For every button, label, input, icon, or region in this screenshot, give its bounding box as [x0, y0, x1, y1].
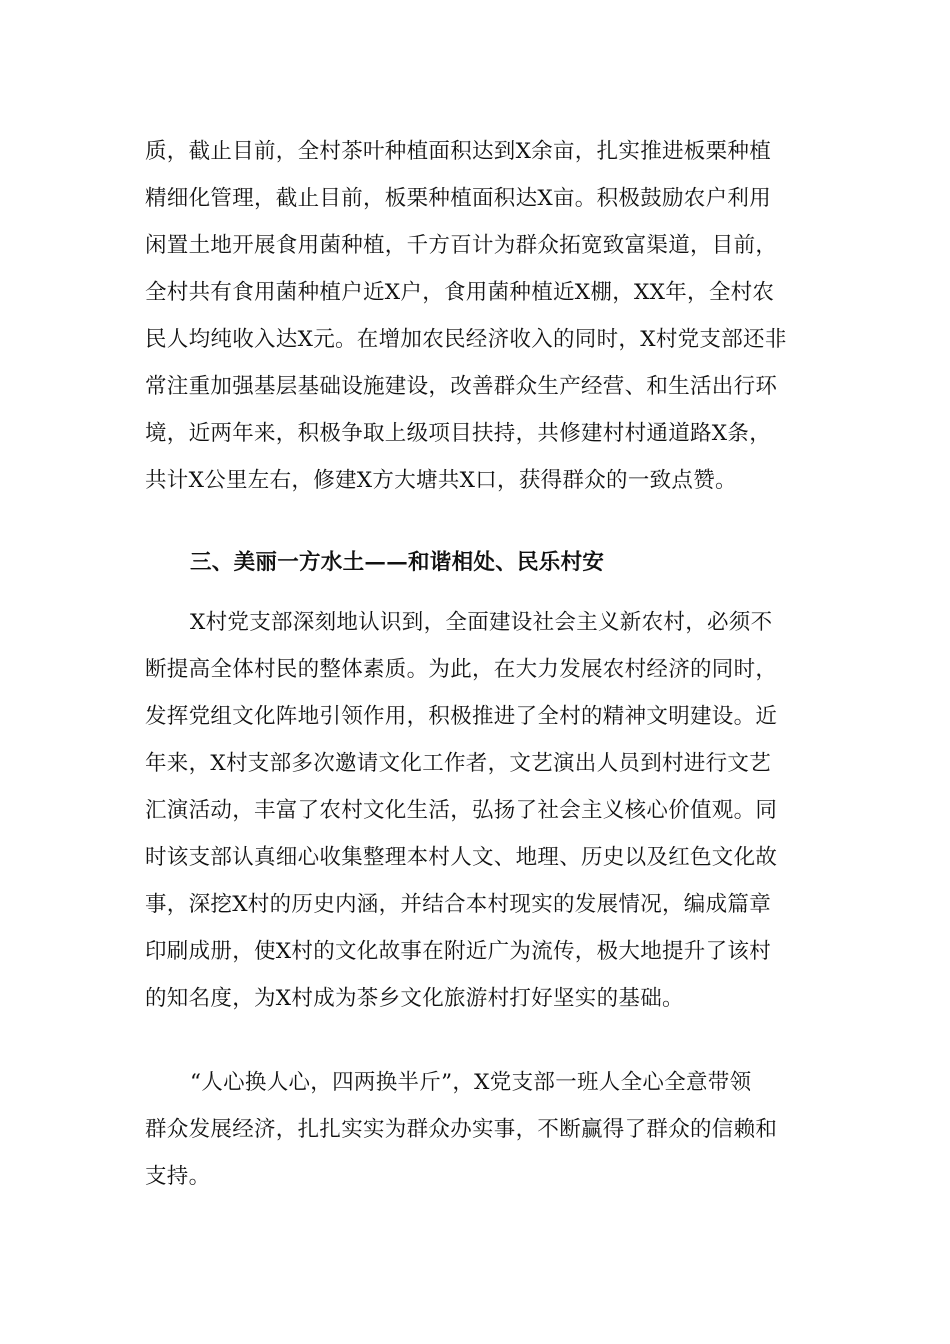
text-line: 闲置土地开展食用菌种植，千方百计为群众拓宽致富渠道，目前， — [145, 233, 778, 258]
text-line: 全村共有食用菌种植户近X户，食用菌种植近X棚，XX年，全村农 — [145, 280, 775, 305]
paragraph-culture — [145, 599, 815, 1022]
text-line: 支持。 — [145, 1164, 211, 1189]
text-line: 断提高全体村民的整体素质。为此，在大力发展农村经济的同时， — [145, 657, 778, 682]
text-line: 年来，X村支部多次邀请文化工作者，文艺演出人员到村进行文艺 — [145, 751, 772, 776]
text-line: 境，近两年来，积极争取上级项目扶持，共修建村村通道路X条， — [145, 421, 772, 446]
text-line: 常注重加强基层基础设施建设，改善群众生产经营、和生活出行环 — [145, 374, 778, 399]
text-line: 印刷成册，使X村的文化故事在附近广为流传，极大地提升了该村 — [145, 939, 772, 964]
text-line: 民人均纯收入达X元。在增加农民经济收入的同时，X村党支部还非 — [145, 327, 787, 352]
text-line: 群众发展经济，扎扎实实为群众办实事，不断赢得了群众的信赖和 — [145, 1117, 778, 1142]
paragraph-trust — [145, 1059, 815, 1200]
text-line: 时该支部认真细心收集整理本村人文、地理、历史以及红色文化故 — [145, 845, 778, 870]
text-line: 共计X公里左右，修建X方大塘共X口，获得群众的一致点赞。 — [145, 468, 737, 493]
text-line: 发挥党组文化阵地引领作用，积极推进了全村的精神文明建设。近 — [145, 704, 778, 729]
text-line: 的知名度，为X村成为茶乡文化旅游村打好坚实的基础。 — [145, 986, 684, 1011]
text-line: 事，深挖X村的历史内涵，并结合本村现实的发展情况，编成篇章 — [145, 892, 772, 917]
section-heading: 三、美丽一方水土——和谐相处、民乐村安 — [190, 550, 605, 575]
text-line: X村党支部深刻地认识到，全面建设社会主义新农村，必须不 — [190, 610, 773, 635]
paragraph-economy — [145, 128, 815, 504]
text-line: “人心换人心，四两换半斤”，X党支部一班人全心全意带领 — [190, 1070, 752, 1095]
text-line: 精细化管理，截止目前，板栗种植面积达X亩。积极鼓励农户利用 — [145, 186, 772, 211]
text-line: 汇演活动，丰富了农村文化生活，弘扬了社会主义核心价值观。同 — [145, 798, 778, 823]
text-line: 质，截止目前，全村茶叶种植面积达到X余亩，扎实推进板栗种植 — [145, 139, 772, 164]
